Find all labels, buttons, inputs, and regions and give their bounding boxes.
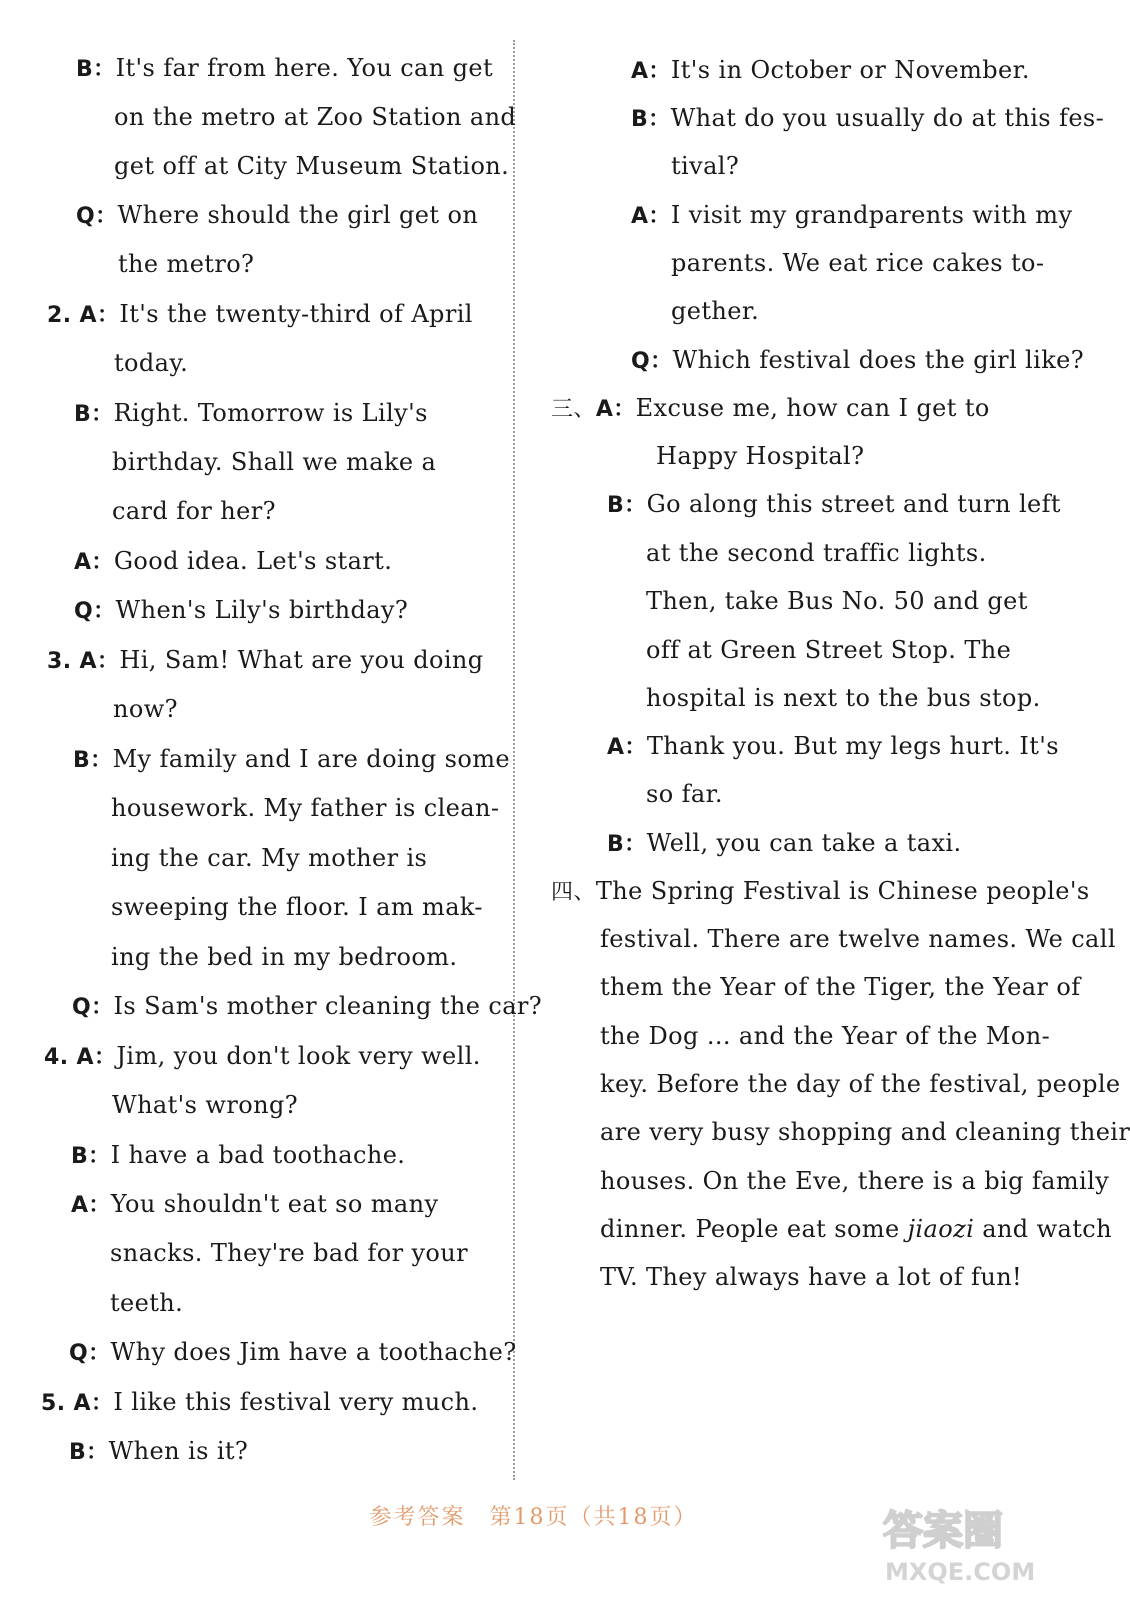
- dialogue-line: so far.: [646, 780, 723, 808]
- passage-line: key. Before the day of the festival, people: [600, 1070, 1121, 1098]
- question-line: Q：Why does Jim have a toothache?: [69, 1338, 517, 1366]
- dialogue-line: A：I visit my grandparents with my: [631, 201, 1073, 229]
- dialogue-line: at the second traffic lights.: [646, 539, 987, 567]
- dialogue-line: off at Green Street Stop. The: [646, 636, 1012, 664]
- dialogue-line: tival?: [671, 152, 740, 180]
- dialogue-line: housework. My father is clean-: [111, 794, 500, 822]
- section-3-line: 三、A：Excuse me, how can I get to: [551, 394, 990, 422]
- page-footer: 参考答案 第18页（共18页）: [369, 1505, 698, 1530]
- passage-line: are very busy shopping and cleaning their: [600, 1118, 1130, 1146]
- dialogue-line: B：Go along this street and turn left: [607, 490, 1061, 518]
- dialogue-line: teeth.: [110, 1289, 184, 1317]
- dialogue-line: today.: [114, 349, 189, 377]
- column-divider: [513, 40, 515, 1480]
- item-5-line: 5. A：I like this festival very much.: [41, 1388, 479, 1416]
- dialogue-line: ing the car. My mother is: [111, 844, 428, 872]
- passage-line: houses. On the Eve, there is a big family: [600, 1167, 1110, 1195]
- passage-line: them the Year of the Tiger, the Year of: [600, 973, 1081, 1001]
- question-line: Q：Where should the girl get on: [76, 201, 479, 229]
- question-line: Q：Which festival does the girl like?: [631, 346, 1085, 374]
- passage-line: TV. They always have a lot of fun!: [600, 1263, 1023, 1291]
- dialogue-line: hospital is next to the bus stop.: [646, 684, 1041, 712]
- dialogue-line: Happy Hospital?: [656, 442, 865, 470]
- dialogue-line: B：I have a bad toothache.: [71, 1141, 406, 1169]
- dialogue-line: card for her?: [112, 497, 276, 525]
- dialogue-line: What's wrong?: [112, 1091, 298, 1119]
- dialogue-line: A：It's in October or November.: [631, 56, 1030, 84]
- dialogue-line: A：Thank you. But my legs hurt. It's: [607, 732, 1059, 760]
- dialogue-line: A：You shouldn't eat so many: [71, 1190, 439, 1218]
- dialogue-line: parents. We eat rice cakes to-: [671, 249, 1045, 277]
- dialogue-line: gether.: [671, 297, 760, 325]
- passage-line: the Dog ... and the Year of the Mon-: [600, 1022, 1051, 1050]
- passage-line: festival. There are twelve names. We call: [600, 925, 1116, 953]
- watermark-logo: [875, 1496, 1055, 1586]
- dialogue-line: ing the bed in my bedroom.: [111, 943, 458, 971]
- dialogue-line: B：Right. Tomorrow is Lily's: [74, 399, 428, 427]
- passage-line: dinner. People eat some jiaozi and watch: [600, 1215, 1112, 1243]
- dialogue-line: A：Good idea. Let's start.: [74, 547, 393, 575]
- dialogue-line: B：When is it?: [69, 1437, 249, 1465]
- dialogue-line: B：My family and I are doing some: [73, 745, 510, 773]
- item-4-line: 4. A：Jim, you don't look very well.: [44, 1042, 481, 1070]
- section-4-line: 四、The Spring Festival is Chinese people's: [551, 877, 1090, 905]
- dialogue-line: get off at City Museum Station.: [114, 152, 510, 180]
- dialogue-line: B：Well, you can take a taxi.: [607, 829, 962, 857]
- item-2-line: 2. A：It's the twenty-third of April: [47, 300, 473, 328]
- question-line: Q：Is Sam's mother cleaning the car?: [72, 992, 543, 1020]
- dialogue-line: now?: [113, 695, 178, 723]
- dialogue-line: snacks. They're bad for your: [110, 1239, 469, 1267]
- dialogue-line: on the metro at Zoo Station and: [114, 103, 517, 131]
- dialogue-line: birthday. Shall we make a: [112, 448, 437, 476]
- dialogue-line: sweeping the floor. I am mak-: [111, 893, 483, 921]
- question-line: Q：When's Lily's birthday?: [74, 596, 409, 624]
- watermark-top-text: 答案圈: [883, 1508, 1003, 1554]
- question-line: the metro?: [118, 250, 255, 278]
- item-3-line: 3. A：Hi, Sam! What are you doing: [47, 646, 484, 674]
- dialogue-line: B：It's far from here. You can get: [76, 54, 494, 82]
- dialogue-line: B：What do you usually do at this fes-: [631, 104, 1105, 132]
- watermark-bottom-text: MXQE.COM: [885, 1558, 1036, 1586]
- dialogue-line: Then, take Bus No. 50 and get: [646, 587, 1028, 615]
